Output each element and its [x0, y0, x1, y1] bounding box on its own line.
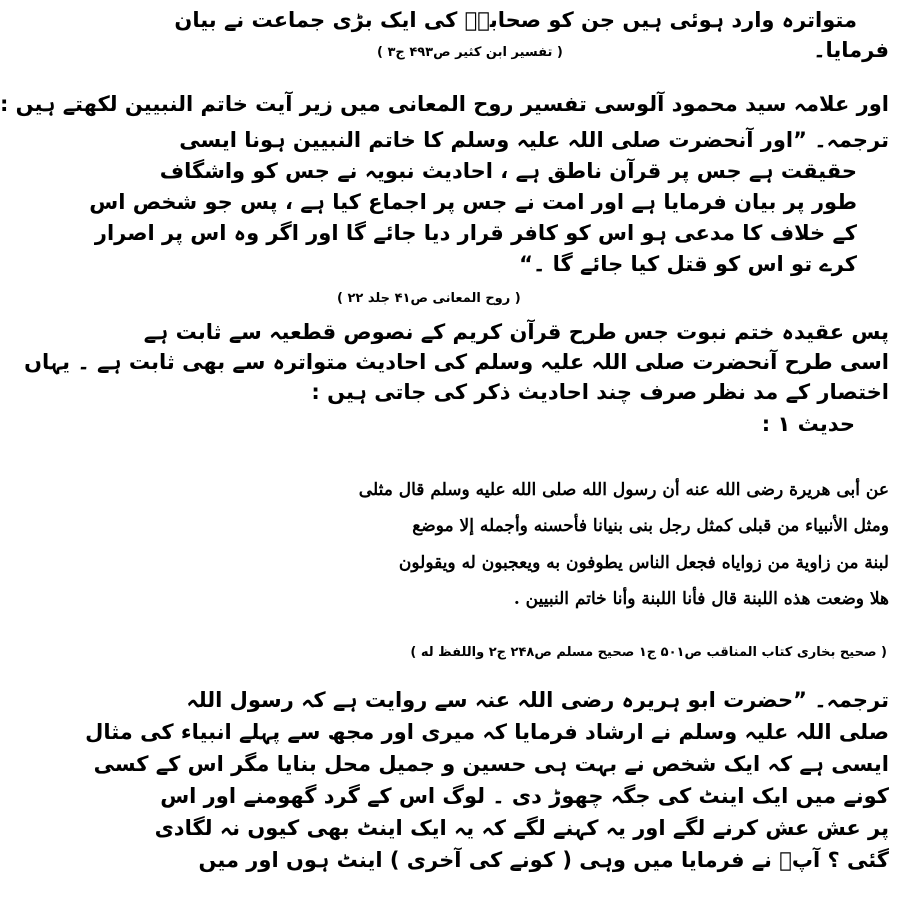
text-line: اسی طرح آنحضرت صلی اللہ علیہ وسلم کی احادیث متواترہ سے بھی ثابت ہے ۔ یہاں — [24, 350, 889, 374]
translation-line: ایسی ہے کہ ایک شخص نے بہت ہی حسین و جمیل محل بنایا مگر اس کے کسی — [93, 752, 889, 776]
translation-line: صلی اللہ علیہ وسلم نے ارشاد فرمایا کہ میری اور مجھ سے پہلے انبیاء کی مثال — [85, 720, 889, 744]
arabic-line: ومثل الأنبياء من قبلی كمثل رجل بنى بنيانا فأحسنه وأجمله إلا موضع — [412, 516, 889, 536]
reference: ( روح المعانی ص۴۱ جلد ۲۲ ) — [337, 291, 521, 306]
translation-line: طور پر بیان فرمایا ہے اور امت نے جس پر اجماع کیا ہے ، پس جو شخص اس — [89, 190, 857, 214]
text-line: فرمایا۔ — [813, 38, 889, 62]
section-heading: حدیث ۱ : — [761, 412, 855, 436]
translation-line: کرے تو اس کو قتل کیا جائے گا ۔“ — [519, 252, 857, 276]
arabic-line: عن أبی هريرة رضی الله عنه أن رسول الله صلی الله عليه وسلم قال مثلی — [358, 480, 889, 500]
arabic-line: هلا وضعت هذه اللبنة قال فأنا اللبنة وأنا خاتم النبيين . — [513, 589, 889, 609]
translation-line: گئی ؟ آپؐ نے فرمایا میں وہی ( کونے کی آخری ) اینٹ ہوں اور میں — [198, 848, 889, 872]
text-line: پس عقیدہ ختم نبوت جس طرح قرآن کریم کے نصوص قطعیہ سے ثابت ہے — [143, 320, 889, 344]
text-line: متواترہ وارد ہوئی ہیں جن کو صحابہؓ کی ایک بڑی جماعت نے بیان — [174, 8, 857, 32]
arabic-line: لبنة من زاوية من زواياه فجعل الناس يطوفون به ويعجبون له ويقولون — [398, 553, 889, 573]
translation-line: حقیقت ہے جس پر قرآن ناطق ہے ، احادیث نبویہ نے جس کو واشگاف — [159, 159, 857, 183]
translation-line: پر عش عش کرنے لگے اور یہ کہنے لگے کہ یہ ایک اینٹ بھی کیوں نہ لگادی — [154, 816, 889, 840]
text-line: اور علامہ سید محمود آلوسی تفسیر روح المعانی میں زیر آیت خاتم النبیین لکھتے ہیں : — [0, 92, 889, 116]
reference: ( صحیح بخاری کتاب المناقب ص۵۰۱ ج۱ صحیح مسلم ص۲۴۸ ج۲ واللفظ له ) — [410, 645, 887, 660]
translation-line: ترجمہ۔ ”حضرت ابو ہریرہ رضی اللہ عنہ سے روایت ہے کہ رسول اللہ — [186, 688, 889, 712]
translation-line: کونے میں ایک اینٹ کی جگہ چھوڑ دی ۔ لوگ اس کے گرد گھومنے اور اس — [160, 784, 889, 808]
text-line: اختصار کے مد نظر صرف چند احادیث ذکر کی جاتی ہیں : — [311, 380, 889, 404]
reference: ( تفسیر ابن کثیر ص۴۹۳ ج۳ ) — [377, 45, 563, 60]
translation-line: ترجمہ۔ ”اور آنحضرت صلی اللہ علیہ وسلم کا خاتم النبیین ہونا ایسی — [179, 128, 889, 152]
translation-line: کے خلاف کا مدعی ہو اس کو کافر قرار دیا جائے گا اور اگر وہ اس پر اصرار — [94, 221, 857, 245]
